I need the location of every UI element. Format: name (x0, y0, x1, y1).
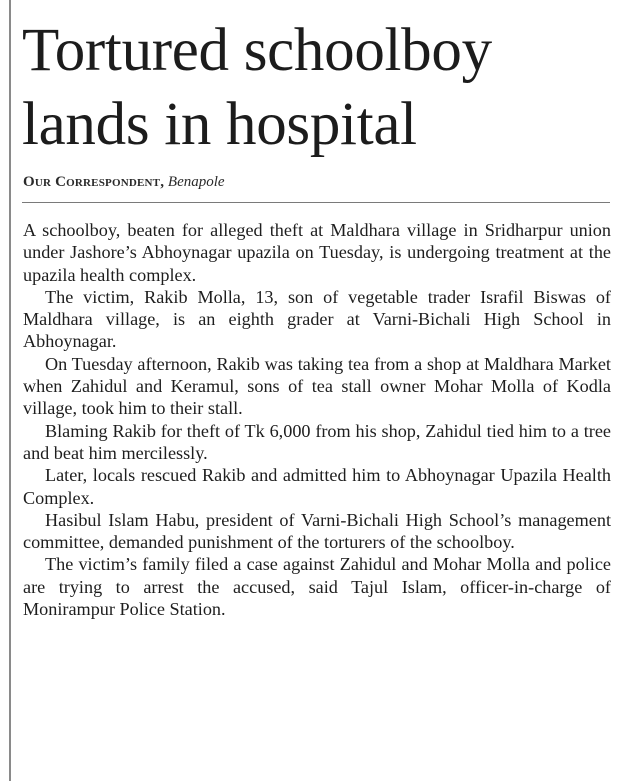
byline-divider (22, 202, 610, 203)
article-paragraph: The victim, Rakib Molla, 13, son of vegetable trader Israfil Biswas of Maldhara village, is an eighth grader at Varni-Bichali High School in Abhoynagar. (23, 286, 611, 352)
column-rule (9, 0, 11, 781)
byline-location: Benapole (167, 174, 225, 190)
article-body (23, 219, 611, 620)
byline-correspondent: Our Correspondent, (23, 174, 165, 190)
article-paragraph: A schoolboy, beaten for alleged theft at Maldhara village in Sridharpur union under Jashore’s Abhoynagar upazila on Tuesday, is undergoing treatment at the upazila health complex. (23, 220, 611, 285)
article-paragraph: Later, locals rescued Rakib and admitted him to Abhoynagar Upazila Health Complex. (23, 465, 611, 508)
article-headline: Tortured schoolboy lands in hospital (22, 17, 492, 158)
article-paragraph: Blaming Rakib for theft of Tk 6,000 from his shop, Zahidul tied him to a tree and beat him mercilessly. (23, 420, 611, 463)
byline (23, 173, 225, 191)
article-paragraph: The victim’s family filed a case against Zahidul and Mohar Molla and police are trying to arrest the accused, said Tajul Islam, officer-in-charge of Monirampur Police Station. (23, 554, 611, 620)
article-paragraph: Hasibul Islam Habu, president of Varni-Bichali High School’s management committee, demanded punishment of the torturers of the schoolboy. (23, 509, 611, 553)
article-paragraph: On Tuesday afternoon, Rakib was taking tea from a shop at Maldhara Market when Zahidul and Keramul, sons of tea stall owner Mohar Molla of Kodla village, took him to their stall. (23, 353, 611, 419)
